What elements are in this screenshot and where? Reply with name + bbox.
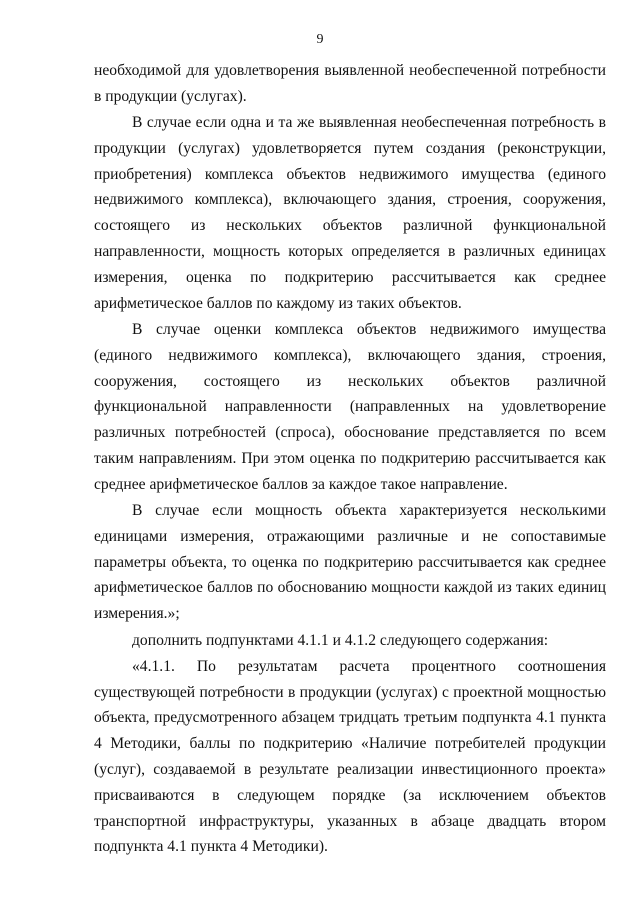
paragraph-continuation: необходимой для удовлетворения выявленной необеспеченной потребности в продукции (услугах).: [94, 62, 606, 105]
paragraph-4-1-1: «4.1.1. По результатам расчета процентного соотношения существующей потребности в продукции (услугах) с проектной мощностью объекта, предусмотренного абзацем тридцать третьим подпункта 4.1 пункта 4 Методики, баллы по подкритерию «Наличие потребителей продукции (услуг), создаваемой в результате реализации инвестиционного проекта» присваиваются в следующем порядке (за исключением объектов транспортной инфраструктуры, указанных в абзаце двадцать втором подпункта 4.1 пункта 4 Методики).: [94, 657, 606, 856]
paragraph-amendment-intro: дополнить подпунктами 4.1.1 и 4.1.2 следующего содержания:: [132, 631, 549, 649]
document-body: [94, 58, 606, 860]
paragraph-multiple-units: В случае если мощность объекта характеризуется несколькими единицами измерения, отражающими различные и не сопоставимые параметры объекта, то оценка по подкритерию рассчитывается как среднее арифметическое баллов по обоснованию мощности каждой из таких единиц измерения.»;: [94, 502, 606, 623]
page-number: 9: [316, 32, 324, 47]
paragraph-complex-single-need: В случае если одна и та же выявленная необеспеченная потребность в продукции (услугах) удовлетворяется путем создания (реконструкции, приобретения) комплекса объектов недвижимого имущества (единого недвижимого комплекса), включающего здания, строения, сооружения, состоящего из нескольких объектов различной функциональной направленности, мощность которых определяется в различных единицах измерения, оценка по подкритерию рассчитывается как среднее арифметическое баллов по каждому из таких объектов.: [94, 114, 606, 312]
paragraph-complex-assessment: В случае оценки комплекса объектов недвижимого имущества (единого недвижимого комплекса), включающего здания, строения, сооружения, состоящего из нескольких объектов различной функциональной направленности (направленных на удовлетворение различных потребностей (спроса), обоснование представляется по всем таким направлениям. При этом оценка по подкритерию рассчитывается как среднее арифметическое баллов за каждое такое направление.: [94, 320, 606, 493]
